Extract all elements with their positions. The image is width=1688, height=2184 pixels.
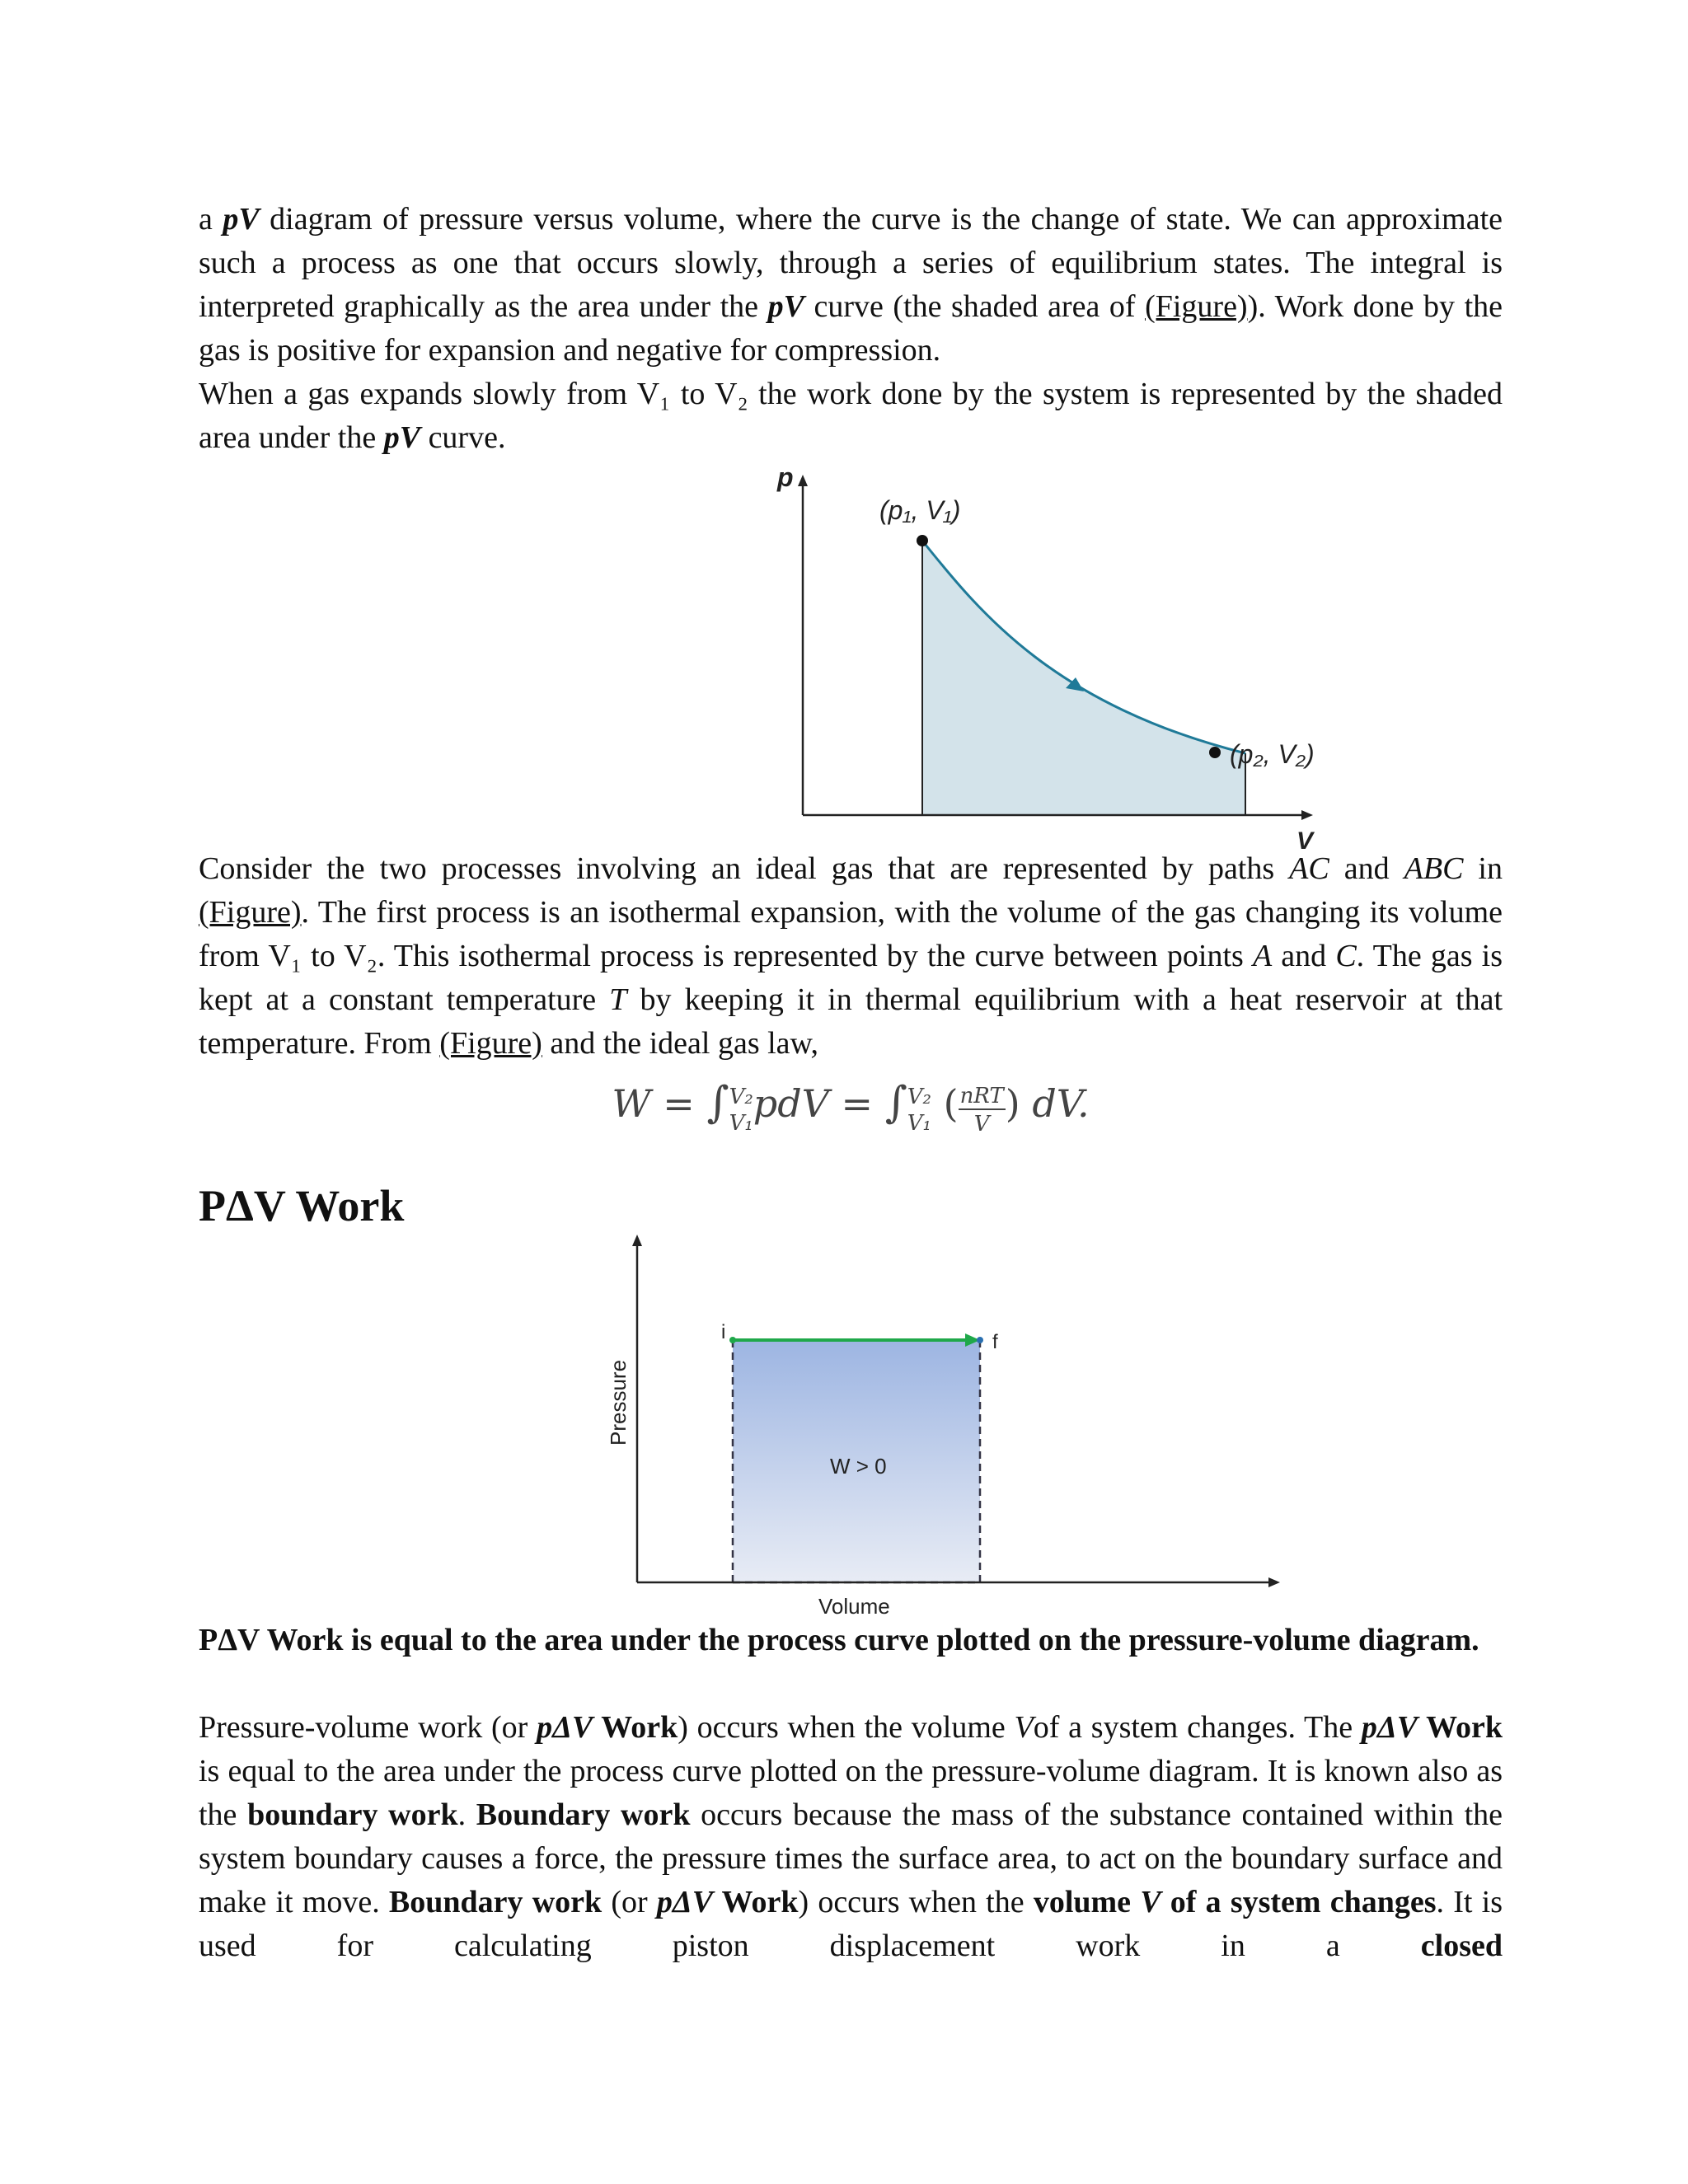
- boundary-work-term: Boundary work: [476, 1797, 691, 1832]
- final-label: f: [992, 1331, 998, 1353]
- pv-curve-figure: [561, 458, 1336, 854]
- paragraph-isothermal: [199, 847, 1503, 1066]
- work-term: Work: [1418, 1710, 1503, 1745]
- equals-sign: =: [663, 1081, 695, 1126]
- text: . The first process is an isothermal expansion, with the volume of the gas changing its volume from V₁ to V₂. This isothermal process is represented by the curve between points: [199, 895, 1503, 973]
- path-abc: ABC: [1404, 851, 1464, 886]
- text: by keeping it in thermal equilibrium with a heat reservoir at that temperature. From: [199, 982, 1503, 1061]
- text: and the ideal gas law,: [542, 1026, 819, 1061]
- paragraph-expansion: [199, 373, 1503, 460]
- x-axis-label: Volume: [818, 1594, 890, 1619]
- volume-term: volume: [1033, 1885, 1141, 1919]
- paragraph-boundary-work: [199, 1706, 1503, 1968]
- pdv-term: pΔV: [537, 1710, 593, 1745]
- text: When a gas expands slowly from V₁ to V₂ the work done by the system is represented by the shaded area under the: [199, 377, 1503, 455]
- pv-term: pV: [383, 420, 421, 455]
- integral-sign: ∫: [706, 1078, 729, 1127]
- text: ) occurs when the volume: [678, 1710, 1015, 1745]
- figure-link[interactable]: (Figure): [1145, 289, 1248, 324]
- text: . It is used for calculating piston displacement work in a: [199, 1885, 1503, 1963]
- numerator: nRT: [959, 1084, 1004, 1108]
- denominator: V: [973, 1112, 990, 1137]
- text: Pressure-volume work (or: [199, 1710, 537, 1745]
- work-term: Work: [593, 1710, 678, 1745]
- x-axis-arrow: [1268, 1577, 1280, 1587]
- work-area: [922, 541, 1245, 815]
- volume-symbol: V: [1140, 1885, 1161, 1919]
- text: ) occurs when the: [798, 1885, 1034, 1919]
- work-label: W > 0: [830, 1454, 887, 1479]
- volume-symbol: V: [1014, 1710, 1034, 1745]
- section-heading: PΔV Work: [199, 1181, 405, 1230]
- point-2-label: (p₂, V₂): [1230, 739, 1315, 769]
- pv-term: pV: [223, 202, 260, 237]
- x-axis-label: V: [1296, 827, 1314, 854]
- figure-link[interactable]: (Figure): [439, 1026, 542, 1061]
- text: PΔV Work is equal to the area under the process curve plotted on the pressure-volume diagram.: [199, 1623, 1479, 1657]
- work-term: Work: [713, 1885, 799, 1919]
- text: . The gas is kept at a constant temperature: [199, 939, 1503, 1017]
- point-1-label: (p₁, V₁): [879, 495, 961, 525]
- text: .: [457, 1797, 476, 1832]
- initial-label: i: [721, 1321, 726, 1343]
- text: Consider the two processes involving an ideal gas that are represented by paths: [199, 851, 1290, 886]
- text: curve.: [420, 420, 506, 455]
- text: curve (the shaded area of: [804, 289, 1146, 324]
- text: and: [1329, 851, 1404, 886]
- text: is equal to the area under the process curve plotted on the pressure-volume diagram. It is known also as the: [199, 1754, 1503, 1832]
- text: diagram of pressure versus volume, where the curve is the change of state. We can approximate such a process as one that occurs slowly, through a series of equilibrium states. The integral is interpreted graphically as the area under the: [199, 202, 1503, 324]
- figure-link[interactable]: (Figure): [199, 895, 302, 930]
- work-integral-formula: [199, 1078, 1503, 1135]
- point-c: C: [1335, 939, 1357, 973]
- differential: dV.: [1032, 1081, 1090, 1126]
- lower-limit: V₁: [907, 1111, 931, 1136]
- text: in: [1463, 851, 1503, 886]
- closed-term: closed: [1420, 1929, 1503, 1963]
- integrand-pdv: pdV: [753, 1081, 829, 1126]
- paragraph-pv-diagram: [199, 198, 1503, 373]
- text: and: [1272, 939, 1336, 973]
- close-paren: ): [1005, 1081, 1020, 1126]
- point-a: A: [1252, 939, 1273, 973]
- text: occurs because the mass of the substance contained within the system boundary causes a force, the pressure times the surface area, to act on the boundary surface and make it move.: [199, 1797, 1503, 1919]
- boundary-work-term: boundary work: [247, 1797, 458, 1832]
- boundary-work-term: Boundary work: [388, 1885, 603, 1919]
- final-point: [977, 1337, 983, 1343]
- fraction: [959, 1079, 1006, 1135]
- x-axis-arrow: [1301, 810, 1313, 820]
- initial-point: [729, 1337, 736, 1343]
- upper-limit: V₂: [729, 1085, 753, 1109]
- point-1-marker: [917, 535, 928, 546]
- upper-limit: V₂: [907, 1085, 931, 1109]
- paragraph-bold-statement: [199, 1619, 1503, 1662]
- pdv-work-figure: [603, 1233, 1311, 1620]
- integral-sign: ∫: [884, 1078, 907, 1127]
- y-axis-arrow: [632, 1235, 642, 1246]
- text: of a system changes. The: [1033, 1710, 1362, 1745]
- y-axis-label: Pressure: [606, 1359, 631, 1446]
- path-ac: AC: [1289, 851, 1329, 886]
- pdv-term: pΔV: [656, 1885, 714, 1919]
- y-axis-arrow: [798, 475, 808, 486]
- lower-limit: V₁: [729, 1111, 753, 1136]
- volume-term: of a system changes: [1160, 1885, 1437, 1919]
- formula-w: W: [612, 1081, 651, 1126]
- pv-term: pV: [767, 289, 804, 324]
- text: ). Work done by the gas is positive for expansion and negative for compression.: [199, 289, 1503, 368]
- integral-limits: [729, 1080, 753, 1136]
- open-paren: (: [943, 1081, 959, 1126]
- text: a: [199, 202, 223, 237]
- text: (or: [602, 1885, 657, 1919]
- equals-sign: =: [841, 1081, 874, 1126]
- pdv-term: pΔV: [1361, 1710, 1418, 1745]
- y-axis-label: p: [777, 462, 794, 492]
- temperature-symbol: T: [609, 982, 627, 1017]
- integral-limits: [907, 1080, 931, 1136]
- point-2-marker: [1209, 747, 1221, 758]
